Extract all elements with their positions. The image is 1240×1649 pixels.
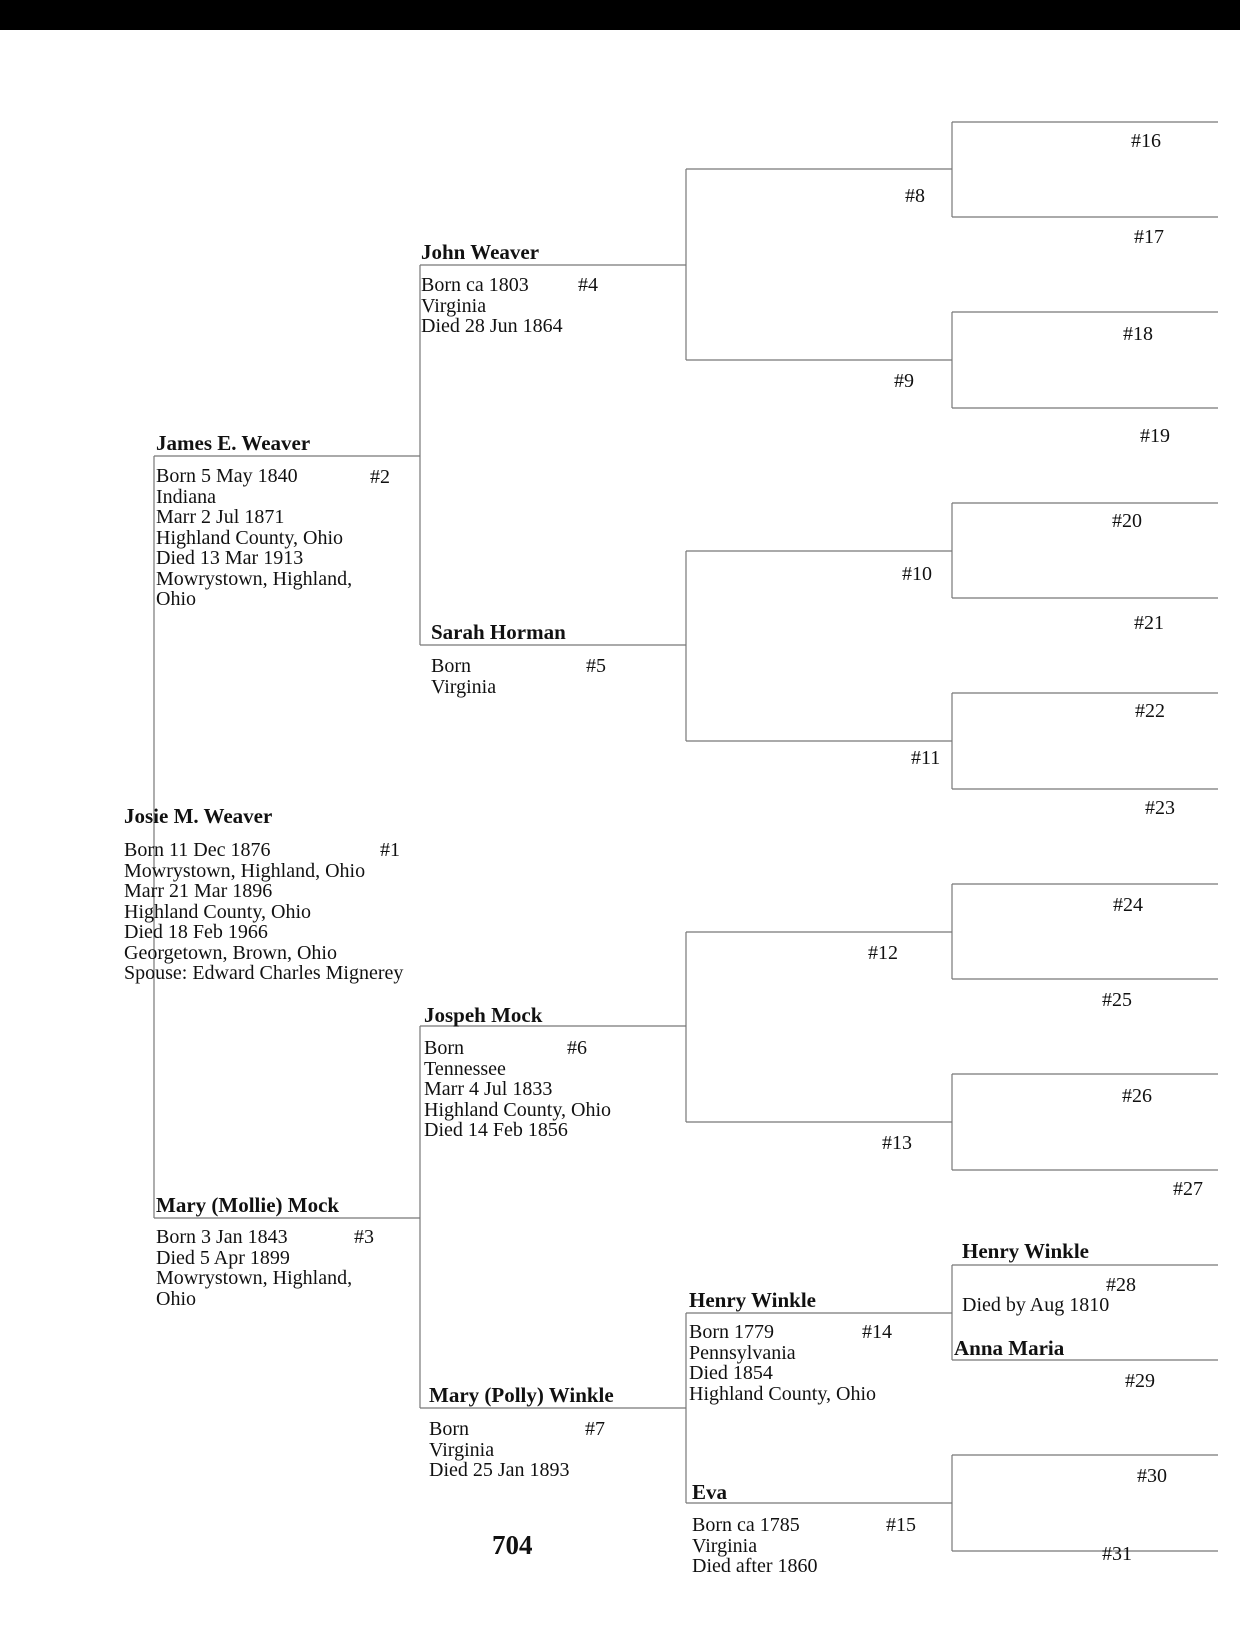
person-1-details: Born 11 Dec 1876 Mowrystown, Highland, Ohio Marr 21 Mar 1896 Highland County, Ohio Died 18 Feb 1966 Georgetown, Brown, Ohio Spouse: Edward Charles Mignerey [124,839,404,984]
person-7-details: Born Virginia Died 25 Jan 1893 [429,1418,570,1481]
person-3-name: Mary (Mollie) Mock [156,1193,340,1217]
person-4-number: #4 [578,274,598,296]
slot-17-number: #17 [1134,226,1164,248]
person-1-name: Josie M. Weaver [124,804,273,828]
person-5-name: Sarah Horman [431,620,566,644]
person-5-details: Born Virginia [431,655,497,698]
slot-31-number: #31 [1102,1543,1132,1565]
slot-21-number: #21 [1134,612,1164,634]
person-14-number: #14 [862,1321,892,1343]
slot-24-number: #24 [1113,894,1143,916]
person-6-details: Born Tennessee Marr 4 Jul 1833 Highland County, Ohio Died 14 Feb 1856 [424,1037,612,1141]
person-2-name: James E. Weaver [156,431,311,455]
person-14-details: Born 1779 Pennsylvania Died 1854 Highland County, Ohio [689,1321,877,1405]
person-6-name: Jospeh Mock [424,1003,543,1027]
person-2-details: Born 5 May 1840 Indiana Marr 2 Jul 1871 Highland County, Ohio Died 13 Mar 1913 Mowrystown, Highland, Ohio [156,465,353,610]
slot-8-number: #8 [905,185,925,207]
person-7-number: #7 [585,1418,605,1440]
person-28-details: Died by Aug 1810 [962,1294,1110,1316]
slot-19-number: #19 [1140,425,1170,447]
page-number: 704 [492,1530,533,1560]
person-15-number: #15 [886,1514,916,1536]
slot-18-number: #18 [1123,323,1153,345]
slot-9-number: #9 [894,370,914,392]
slot-12-number: #12 [868,942,898,964]
slot-22-number: #22 [1135,700,1165,722]
person-15-details: Born ca 1785 Virginia Died after 1860 [692,1514,818,1577]
person-2-number: #2 [370,466,390,488]
slot-25-number: #25 [1102,989,1132,1011]
person-29-name: Anna Maria [954,1336,1065,1360]
person-4-details: Born ca 1803 Virginia Died 28 Jun 1864 [421,274,563,337]
person-3-details: Born 3 Jan 1843 Died 5 Apr 1899 Mowrystown, Highland, Ohio [156,1226,353,1310]
person-3-number: #3 [354,1226,374,1248]
person-5-number: #5 [586,655,606,677]
slot-23-number: #23 [1145,797,1175,819]
slot-11-number: #11 [911,747,941,769]
person-7-name: Mary (Polly) Winkle [429,1383,614,1407]
person-14-name: Henry Winkle [689,1288,816,1312]
slot-10-number: #10 [902,563,932,585]
slot-20-number: #20 [1112,510,1142,532]
person-4-name: John Weaver [421,240,540,264]
person-15-name: Eva [692,1480,728,1504]
slot-27-number: #27 [1173,1178,1203,1200]
slot-30-number: #30 [1137,1465,1167,1487]
slot-13-number: #13 [882,1132,912,1154]
slot-16-number: #16 [1131,130,1161,152]
slot-26-number: #26 [1122,1085,1152,1107]
person-6-number: #6 [567,1037,587,1059]
person-1-number: #1 [380,839,400,861]
person-28-number: #28 [1106,1274,1136,1296]
person-29-number: #29 [1125,1370,1155,1392]
person-28-name: Henry Winkle [962,1239,1089,1263]
